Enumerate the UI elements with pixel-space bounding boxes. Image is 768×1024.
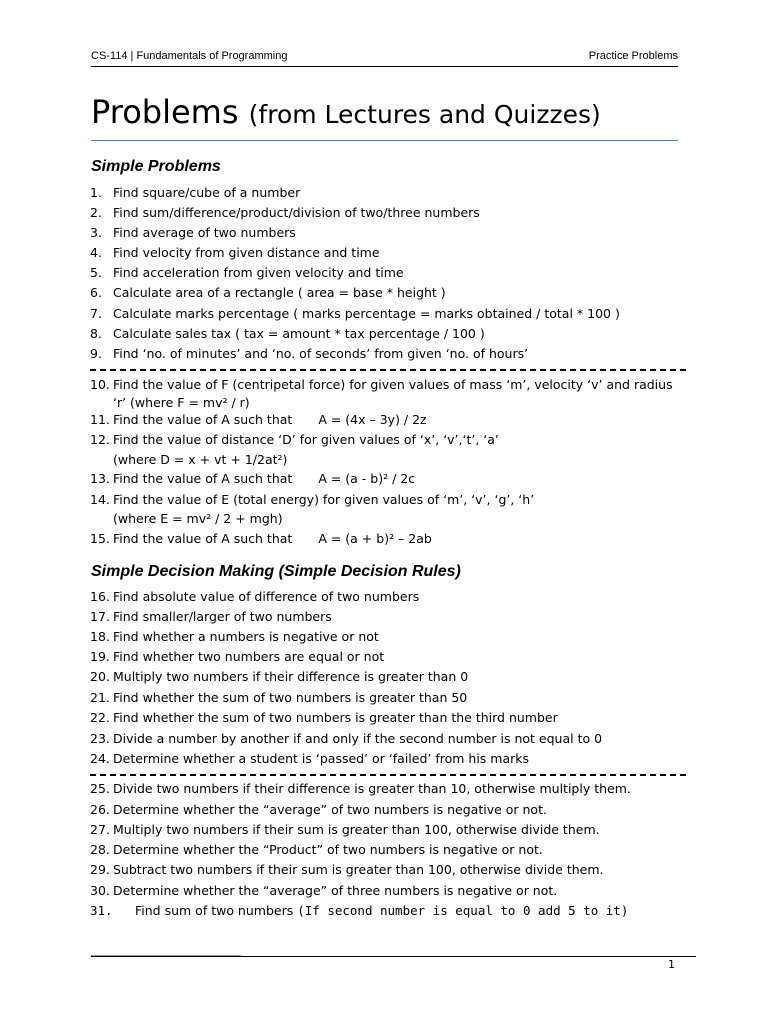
- list-item: 2. Find sum/difference/product/division of two/three numbers: [90, 205, 480, 220]
- list-item: 25. Divide two numbers if their difference is greater than 10, otherwise multiply them.: [90, 781, 631, 796]
- list-item: 4. Find velocity from given distance and time: [90, 245, 380, 260]
- section-heading-decision: Simple Decision Making (Simple Decision Rules): [91, 563, 461, 580]
- list-item: 18. Find whether a numbers is negative or not: [90, 629, 379, 644]
- list-item: 7. Calculate marks percentage ( marks percentage = marks obtained / total * 100 ): [90, 306, 620, 321]
- list-item: 1. Find square/cube of a number: [90, 185, 301, 200]
- footer-rule: [91, 956, 696, 957]
- list-item: 29. Subtract two numbers if their sum is greater than 100, otherwise divide them.: [90, 862, 604, 877]
- list-item: 26. Determine whether the “average” of two numbers is negative or not.: [90, 802, 547, 817]
- page-number: 1: [668, 958, 675, 971]
- list-item: 17. Find smaller/larger of two numbers: [90, 609, 332, 624]
- header-section-label: Practice Problems: [588, 50, 678, 62]
- list-item: 23. Divide a number by another if and only if the second number is not equal to 0: [90, 731, 603, 746]
- list-item: 15. Find the value of A such that A = (a + b)² – 2ab: [90, 531, 432, 546]
- list-item: 31. Find sum of two numbers (If second number is equal to 0 add 5 to it): [90, 903, 629, 918]
- list-item: 3. Find average of two numbers: [90, 225, 296, 240]
- list-item: 14. Find the value of E (total energy) for given values of ‘m’, ‘v’, ‘g’, ‘h’ (where E = mv² / 2 + mgh): [90, 492, 535, 526]
- dashed-divider: [90, 369, 686, 371]
- section-heading-simple: Simple Problems: [91, 158, 221, 175]
- list-item: 24. Determine whether a student is ‘passed’ or ‘failed’ from his marks: [90, 751, 530, 766]
- list-item: 30. Determine whether the “average” of three numbers is negative or not.: [90, 883, 558, 898]
- page-title: [91, 90, 678, 141]
- list-item: 12. Find the value of distance ‘D’ for given values of ‘x’, ‘v’,‘t’, ‘a’ (where D = x + vt + 1/2at²): [90, 432, 499, 467]
- list-item: 21. Find whether the sum of two numbers is greater than 50: [90, 690, 468, 705]
- list-item: 20. Multiply two numbers if their difference is greater than 0: [90, 669, 469, 684]
- list-item: 27. Multiply two numbers if their sum is greater than 100, otherwise divide them.: [90, 822, 600, 837]
- course-title: CS-114 | Fundamentals of Programming: [91, 50, 288, 62]
- list-item: 28. Determine whether the “Product” of two numbers is negative or not.: [90, 842, 543, 857]
- title-subtitle: (from Lectures and Quizzes): [248, 100, 601, 129]
- dashed-divider: [90, 774, 686, 776]
- title-main: Problems: [91, 93, 239, 131]
- list-item: 6. Calculate area of a rectangle ( area = base * height ): [90, 285, 446, 300]
- list-item: 10. Find the value of F (centripetal force) for given values of mass ‘m’, velocity ‘v’ and radius ‘r’ (where F = mv² / r): [90, 377, 673, 410]
- list-item: 22. Find whether the sum of two numbers is greater than the third number: [90, 710, 558, 725]
- list-item: 13. Find the value of A such that A = (a - b)² / 2c: [90, 471, 416, 486]
- list-item: 11. Find the value of A such that A = (4x – 3y) / 2z: [90, 412, 427, 427]
- list-item: 19. Find whether two numbers are equal or not: [90, 649, 385, 664]
- list-item: 8. Calculate sales tax ( tax = amount * tax percentage / 100 ): [90, 326, 485, 341]
- list-item: 5. Find acceleration from given velocity and time: [90, 265, 404, 280]
- list-item: 9. Find ‘no. of minutes’ and ‘no. of seconds’ from given ‘no. of hours’: [90, 346, 529, 361]
- page-header: [91, 50, 678, 67]
- list-item: 16. Find absolute value of difference of two numbers: [90, 589, 420, 604]
